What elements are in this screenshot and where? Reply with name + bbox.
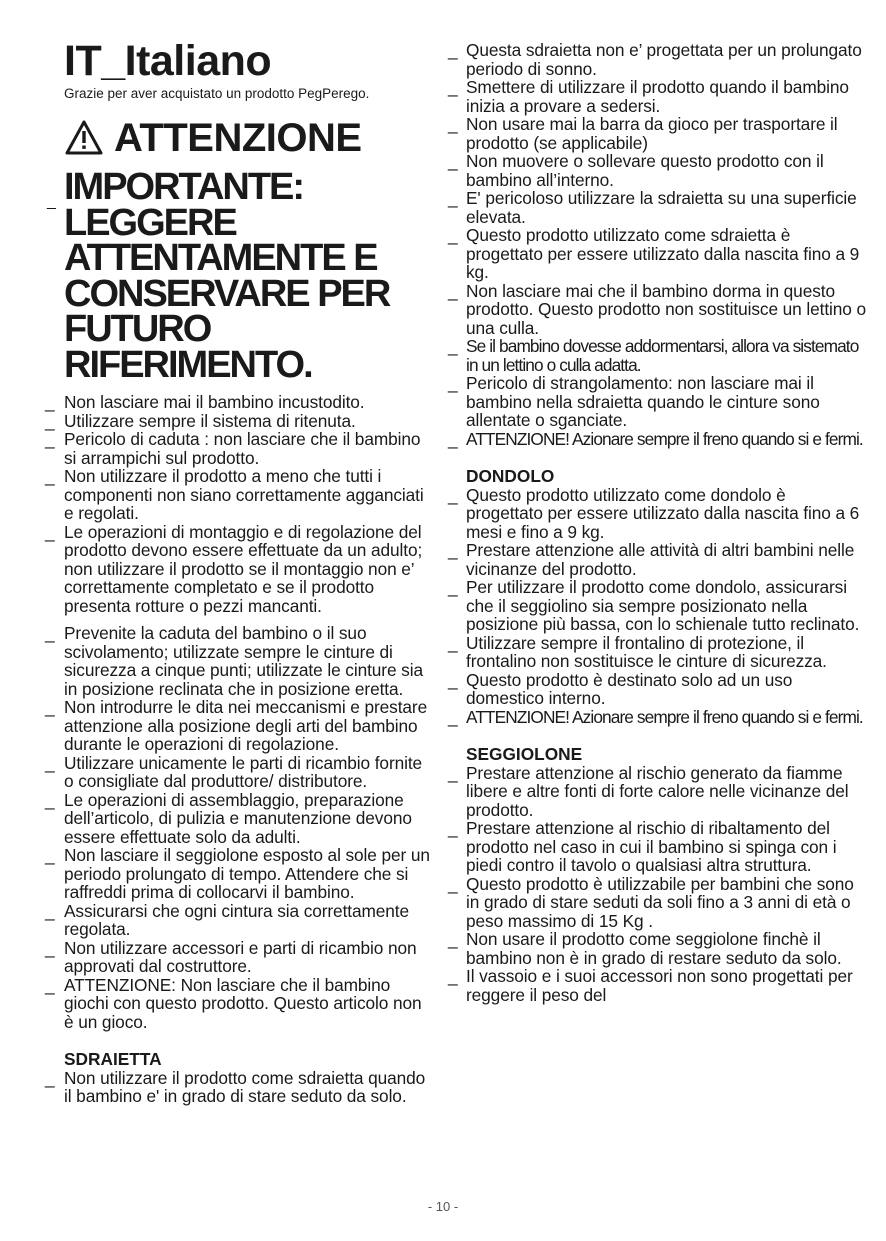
list-item: _ Le operazioni di assemblaggio, preparazione dell’articolo, di pulizia e manutenzione devono essere effettuate solo da adulti. — [64, 791, 434, 847]
list-item: _ Questo prodotto utilizzato come dondolo è progettato per essere utilizzato dalla nascita fino a 6 mesi e fino a 9 kg. — [466, 486, 866, 542]
list-item: _ Non introdurre le dita nei meccanismi e prestare attenzione alla posizione degli arti del bambino durante le operazioni di regolazione. — [64, 698, 434, 754]
list-item: _ ATTENZIONE! Azionare sempre il freno quando si e fermi. — [466, 430, 866, 449]
list-item: _ Questo prodotto è utilizzabile per bambini che sono in grado di stare seduti da soli fino a 3 anni di età o peso massimo di 15 Kg . — [466, 875, 866, 931]
section-heading-seggiolone: SEGGIOLONE — [466, 744, 583, 764]
list-dash: _ — [47, 193, 56, 210]
list-item: _ Per utilizzare il prodotto come dondolo, assicurarsi che il seggiolino sia sempre posizionato nella posizione più bassa, con lo schienale tutto reclinato. — [466, 578, 866, 634]
section-heading-sdraietta: SDRAIETTA — [64, 1049, 162, 1069]
sdraietta-list — [466, 41, 866, 448]
left-column — [47, 37, 434, 1106]
list-item: _ Utilizzare sempre il sistema di ritenuta. — [64, 412, 434, 431]
page-number: - 10 - — [427, 1199, 459, 1214]
list-item: _ Non muovere o sollevare questo prodotto con il bambino all’interno. — [466, 152, 866, 189]
warning-triangle-icon — [64, 119, 104, 157]
right-column — [466, 41, 866, 1004]
seggiolone-list — [466, 764, 866, 1005]
attention-heading: ATTENZIONE — [114, 115, 362, 160]
list-item: _ Prestare attenzione alle attività di altri bambini nelle vicinanze del prodotto. — [466, 541, 866, 578]
list-item: _ Non lasciare mai che il bambino dorma in questo prodotto. Questo prodotto non sostituisce un lettino o una culla. — [466, 282, 866, 338]
list-item: _ Prevenite la caduta del bambino o il suo scivolamento; utilizzate sempre le cinture di sicurezza a cinque punti; utilizzate le cinture sia in posizione reclinata che in posizione eretta. — [64, 624, 434, 698]
list-item: _ Pericolo di strangolamento: non lasciare mai il bambino nella sdraietta quando le cinture sono allentate o sganciate. — [466, 374, 866, 430]
important-notice — [47, 166, 434, 386]
list-item: _ Non utilizzare il prodotto a meno che tutti i componenti non siano correttamente agganciati e regolati. — [64, 467, 434, 523]
language-title: IT_Italiano — [64, 37, 272, 85]
list-item: _ ATTENZIONE: Non lasciare che il bambino giochi con questo prodotto. Questo articolo non è un gioco. — [64, 976, 434, 1032]
list-item: _ Prestare attenzione al rischio di ribaltamento del prodotto nel caso in cui il bambino si spinga con i piedi contro il tavolo o qualsiasi altra struttura. — [466, 819, 866, 875]
general-warnings-list — [64, 393, 434, 1031]
list-item: _ Non lasciare il seggiolone esposto al sole per un periodo prolungato di tempo. Attendere che si raffreddi prima di collocarvi il bambino. — [64, 846, 434, 902]
sdraietta-list-start — [64, 1069, 434, 1106]
list-item: _ Questa sdraietta non e’ progettata per un prolungato periodo di sonno. — [466, 41, 866, 78]
list-item: _ Assicurarsi che ogni cintura sia correttamente regolata. — [64, 902, 434, 939]
list-item: _ Questo prodotto utilizzato come sdraietta è progettato per essere utilizzato dalla nascita fino a 9 kg. — [466, 226, 866, 282]
section-heading-dondolo: DONDOLO — [466, 466, 555, 486]
dondolo-list — [466, 486, 866, 727]
important-text: IMPORTANTE: LEGGERE ATTENTAMENTE E CONSERVARE PER FUTURO RIFERIMENTO. — [64, 166, 390, 386]
list-item: _ Non usare mai la barra da gioco per trasportare il prodotto (se applicabile) — [466, 115, 866, 152]
list-item: _ Questo prodotto è destinato solo ad un uso domestico interno. — [466, 671, 866, 708]
list-item: _ Non lasciare mai il bambino incustodito. — [64, 393, 434, 412]
list-item: _ Pericolo di caduta : non lasciare che il bambino si arrampichi sul prodotto. — [64, 430, 434, 467]
list-item: _ Utilizzare unicamente le parti di ricambio fornite o consigliate dal produttore/ distributore. — [64, 754, 434, 791]
list-item: _ Non utilizzare il prodotto come sdraietta quando il bambino e' in grado di stare seduto da solo. — [64, 1069, 434, 1106]
list-item: _ ATTENZIONE! Azionare sempre il freno quando si e fermi. — [466, 708, 866, 727]
thanks-note: Grazie per aver acquistato un prodotto PegPerego. — [64, 86, 370, 101]
list-item: _ Prestare attenzione al rischio generato da fiamme libere e altre fonti di forte calore nelle vicinanze del prodotto. — [466, 764, 866, 820]
list-item: _ Non usare il prodotto come seggiolone finchè il bambino non è in grado di restare seduto da solo. — [466, 930, 866, 967]
list-item: _ Smettere di utilizzare il prodotto quando il bambino inizia a provare a sedersi. — [466, 78, 866, 115]
list-item: _ Le operazioni di montaggio e di regolazione del prodotto devono essere effettuate da un adulto; non utilizzare il prodotto se il montaggio non e’ correttamente completato e se il prodotto presenta rotture o pezzi mancanti. — [64, 523, 434, 616]
list-item: _ Non utilizzare accessori e parti di ricambio non approvati dal costruttore. — [64, 939, 434, 976]
list-item: _ Utilizzare sempre il frontalino di protezione, il frontalino non sostituisce le cinture di sicurezza. — [466, 634, 866, 671]
attention-banner — [64, 110, 434, 166]
list-item: _ Se il bambino dovesse addormentarsi, allora va sistemato in un lettino o culla adatta. — [466, 337, 866, 374]
list-item: _ Il vassoio e i suoi accessori non sono progettati per reggere il peso del — [466, 967, 866, 1004]
list-item: _ E' pericoloso utilizzare la sdraietta su una superficie elevata. — [466, 189, 866, 226]
